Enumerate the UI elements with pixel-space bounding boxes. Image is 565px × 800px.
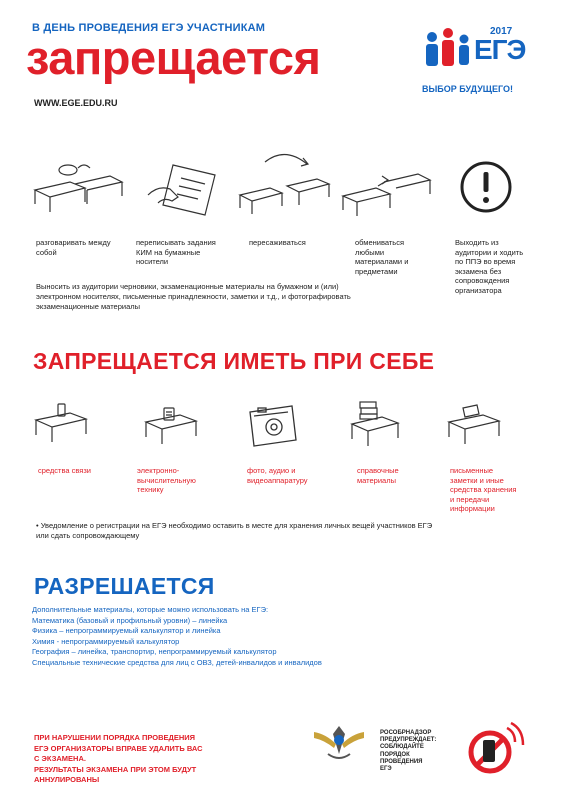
violation-line: ПРИ НАРУШЕНИИ ПОРЯДКА ПРОВЕДЕНИЯ bbox=[34, 733, 196, 742]
rosobr-line: ПРОВЕДЕНИЯ bbox=[380, 758, 423, 765]
violation-line: РЕЗУЛЬТАТЫ ЭКЗАМЕНА ПРИ ЭТОМ БУДУТ bbox=[34, 764, 197, 774]
possess-item-label: средства связи bbox=[38, 466, 91, 475]
logo-year: 2017 bbox=[490, 26, 513, 37]
calculator-desk-icon bbox=[142, 402, 202, 450]
allowed-list-item: Специальные технические средства для лиц с ОВЗ, детей-инвалидов и инвалидов bbox=[32, 657, 322, 667]
rosobr-line: ЕГЭ bbox=[380, 766, 392, 773]
forbidden-action-label: обмениваться любыми материалами и предметами bbox=[355, 238, 409, 276]
forbidden-action-label: Выходить из аудитории и ходить по ППЭ во время экзамена без сопровождения организатора bbox=[455, 238, 524, 295]
rosobr-line: РОСОБРНАДЗОР bbox=[380, 730, 432, 736]
allowed-list-item: Химия - непрограммируемый калькулятор bbox=[32, 636, 180, 646]
talking-desks-icon bbox=[30, 160, 125, 225]
rosobrnadzor-text bbox=[380, 730, 436, 773]
exchange-desks-icon bbox=[338, 158, 433, 228]
allowed-list-item: Дополнительные материалы, которые можно использовать на ЕГЭ: bbox=[32, 605, 269, 614]
emblem-icon bbox=[310, 724, 368, 764]
logo-text: ЕГЭ bbox=[474, 34, 526, 65]
allowed-list-item: География – линейка, транспортир, непрограммируемый калькулятор bbox=[32, 647, 277, 656]
forbidden-note: Выносить из аудитории черновики, экзаменационные материалы на бумажном и (или) электронном носителях, письменные принадлежности, заметки и т.д., и фотографировать экзаменационные материалы bbox=[36, 282, 351, 311]
violation-line: С ЭКЗАМЕНА. bbox=[34, 754, 86, 763]
allowed-list-item: Математика (базовый и профильный уровни) – линейка bbox=[32, 615, 228, 625]
notes-desk-icon bbox=[445, 402, 505, 450]
violation-line: ЕГЭ ОРГАНИЗАТОРЫ ВПРАВЕ УДАЛИТЬ ВАС bbox=[34, 743, 203, 753]
possess-item-label: справочные материалы bbox=[357, 466, 399, 485]
website-link[interactable]: WWW.EGE.EDU.RU bbox=[34, 98, 118, 108]
exclamation-circle-icon bbox=[455, 156, 517, 218]
ege-logo bbox=[418, 24, 548, 104]
violation-warning bbox=[34, 733, 203, 786]
camera-icon bbox=[244, 400, 302, 450]
registration-notice: • Уведомление о регистрации на ЕГЭ необходимо оставить в месте для хранения личных вещей участников ЕГЭ или сдать сопровождающему bbox=[36, 521, 433, 540]
allowed-section-title: РАЗРЕШАЕТСЯ bbox=[34, 573, 215, 599]
allowed-list bbox=[32, 605, 322, 668]
phone-desk-icon bbox=[32, 400, 92, 448]
rosobr-line: ПОРЯДОК bbox=[380, 751, 410, 758]
forbidden-action-label: пересаживаться bbox=[249, 238, 306, 247]
copying-hand-icon bbox=[143, 160, 223, 225]
people-logo-icon bbox=[418, 28, 478, 83]
possess-item-label: письменные заметки и иные средства хранения и передачи информации bbox=[450, 466, 517, 513]
allowed-list-item: Физика – непрограммируемый калькулятор и линейка bbox=[32, 626, 221, 635]
rosobr-line: ПРЕДУПРЕЖДАЕТ: bbox=[380, 737, 437, 744]
forbidden-action-label: разговаривать между собой bbox=[36, 238, 111, 257]
violation-line: АННУЛИРОВАНЫ bbox=[34, 775, 100, 784]
possess-item-label: электронно-вычислительную технику bbox=[137, 466, 196, 494]
passing-notes-icon bbox=[235, 150, 335, 225]
rosobr-line: СОБЛЮДАЙТЕ bbox=[380, 744, 424, 751]
logo-slogan: ВЫБОР БУДУЩЕГО! bbox=[422, 84, 513, 94]
page-title: запрещается bbox=[26, 31, 321, 84]
possess-section-title: ЗАПРЕЩАЕТСЯ ИМЕТЬ ПРИ СЕБЕ bbox=[33, 348, 435, 374]
top-caption: В ДЕНЬ ПРОВЕДЕНИЯ ЕГЭ УЧАСТНИКАМ bbox=[32, 22, 266, 34]
books-desk-icon bbox=[348, 396, 403, 451]
no-phone-icon bbox=[463, 720, 525, 776]
forbidden-action-label: переписывать задания КИМ на бумажные носители bbox=[136, 238, 216, 266]
possess-item-label: фото, аудио и видеоаппаратуру bbox=[247, 466, 308, 485]
